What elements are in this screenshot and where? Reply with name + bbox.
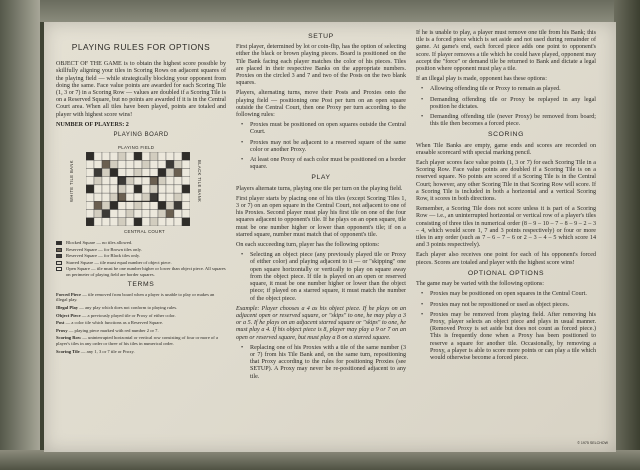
term-name: Illegal Play [56,304,79,310]
scoring-paragraph: Each player scores face value points (1, 3 or 7) for each Scoring Tile in a Scoring Row. Face value points are doubled if a Scoring Tile is on a reserved square. No points are scored if a Scoring Tile is in the Central Court; however, any other Scoring Tile in that Scoring Row will score. If a Scoring Tile is included in both a horizontal and a vertical Scoring Row, it scores in both directions. [416,160,596,203]
legend-swatch [56,248,62,252]
board-cell [182,193,190,201]
term-name: Proxy [56,327,68,333]
board-cell [110,210,118,218]
legend-row [56,266,226,277]
board-cell [174,168,182,176]
board-cell [134,160,142,168]
board-cell [182,210,190,218]
board-cell [110,160,118,168]
board-grid [86,152,190,226]
board-cell [94,160,102,168]
term-definition: — any play which does not conform to playing rules. [78,304,178,310]
term-name: Object Piece [56,312,81,318]
board-cell [158,218,166,226]
board-cell [142,210,150,218]
board-cell [166,152,174,160]
board-cell [182,185,190,193]
term-entry [56,349,226,355]
board-cell [94,210,102,218]
optional-bullet: • Proxies may be removed from playing field. After removing his Proxy, player selects an object piece and plays in usual manner. (Removed Proxy is set aside but does not count as forced piece.) This is frequently done when a Proxy has been positioned to reserve a square for another tile. Occasionally, by removing a Proxy, a player is able to score more points or can play a tile which would otherwise become a forced piece. [420,312,596,362]
board-cell [150,201,158,209]
optional-bullet: • Proxies may not be repositioned or used as object pieces. [420,302,596,309]
board-cell [150,193,158,201]
board-cell [126,160,134,168]
column-1 [56,30,226,356]
legend-row [56,240,226,246]
term-definition: — uninterrupted horizontal or vertical row consisting of four or more of a player's tiles in any order or three of his tiles in numerical order. [56,335,219,346]
board-cell [166,210,174,218]
legend-label: Blocked Square — no tiles allowed. [66,240,133,246]
illegal-bullet: • Demanding offending tile (never Proxy) be removed from board; this tile then becomes a forced piece. [420,114,596,128]
board-cell [142,177,150,185]
optional-title: OPTIONAL OPTIONS [467,269,545,277]
board-cell [158,201,166,209]
play-bullet: • Selecting an object piece (any previously played tile or Proxy of either color) and playing adjacent to it — or "skipping" one open square horizontally or vertically to play on square away from the object piece. If tile is played on an open or reserved square, it must be one number higher or lower than the object piece; if played on a starred square, it must match the number of the object piece. [240,252,406,302]
board-cell [166,177,174,185]
frame-right [614,0,640,470]
board-cell [86,168,94,176]
board-cell [174,210,182,218]
board-cell [174,193,182,201]
board-cell [94,201,102,209]
setup-paragraph: First player, determined by lot or coin-flip, has the option of selecting either the black or brown playing pieces. Board is positioned on the Tile Bank facing each player matches the color of his pieces. Tiles are placed in their respective Banks on the appropriate numbers. Proxies on the circled 3 and 7 and two of the Posts on the two blank squares. [236,44,406,87]
board-cell [134,201,142,209]
board-cell [110,185,118,193]
board-cell [182,201,190,209]
board-cell [166,193,174,201]
play-paragraph: Players alternate turns, playing one tile per turn on the playing field. [236,185,403,192]
frame-left [0,0,40,470]
board-cell [94,218,102,226]
play-bullet: • Replacing one of his Proxies with a tile of the same number (3 or 7) from his Tile Bank and, on the same turn, repositioning that Proxy according to the rules for positioning Proxies (see SETUP). A Proxy may never be re-positioned adjacent to any tile. [240,345,406,381]
board-cell [134,218,142,226]
play-paragraph: First player starts by placing one of his tiles (except Scoring Tiles 1, 3 or 7) on an open square in the Central Court, not adjacent to one of his Proxies. Second player must play his first tile on one of the four squares adjacent to opponent's tile. If he plays on an open square, tile must be one number higher or lower than opponent's tile; if on a starred square, number must match that of opponent's tile. [236,195,406,238]
board-title: PLAYING BOARD [113,132,169,139]
board-cell [150,218,158,226]
play-title: PLAY [311,174,331,182]
example-paragraph: Example: Player chooses a 4 as his object piece. If he plays on an adjacent open or reserved square, or "skips" to one, he may play a 3 or a 5. If he plays on an adjacent starred square or "skips" to one, he must play a 4. If his object piece is 8, player may play a 9 or 7 on an open or reserved square, but must play a 8 on a starred square. [236,305,406,341]
board-cell [174,160,182,168]
forced-paragraph: If he is unable to play, a player must remove one tile from his Bank; this tile is a forced piece which is set aside and not used during remainder of game. At game's end, each forced piece adds one point to opponent's score. If player removes a tile which he could have played, opponent may accept the "force" or demand tile be returned to Bank and dictate a legal position where opponent must play a tile. [416,30,596,73]
term-definition: — a previously played tile or Proxy of either color. [80,312,176,318]
legend-label: Reserved Square — for Black tiles only. [66,253,141,259]
scoring-title: SCORING [488,131,524,139]
setup-bullet: • Proxies may not be adjacent to a reserved square of the same color or another Proxy. [240,140,406,154]
board-cell [126,193,134,201]
board-cell [158,152,166,160]
board-cell [166,218,174,226]
players-line: NUMBER OF PLAYERS: 2 [56,121,129,128]
page-title: PLAYING RULES FOR OPTIONS [71,42,211,52]
board-cell [86,160,94,168]
board-cell [126,218,134,226]
board-cell [166,185,174,193]
play-paragraph: On each succeeding turn, player has the following options: [236,242,380,249]
legend-row [56,253,226,259]
board-cell [94,193,102,201]
terms-title: TERMS [127,280,155,288]
board-cell [142,218,150,226]
illegal-paragraph: If an illegal play is made, opponent has these options: [416,76,547,83]
board-cell [126,201,134,209]
term-definition: — a color tile which functions as a Reserved Square. [64,320,164,326]
board-cell [166,160,174,168]
board-cell [134,210,142,218]
legend-swatch [56,261,62,265]
board-cell [150,152,158,160]
frame-bottom [0,450,640,470]
board-cell [86,177,94,185]
board-cell [118,201,126,209]
board-cell [118,152,126,160]
board-cell [174,218,182,226]
optional-intro: The game may be varied with the following options: [416,281,544,288]
copyright: © 1975 SELCHOW [577,441,608,445]
board-cell [102,177,110,185]
board-cell [102,218,110,226]
board-cell [102,201,110,209]
board-cell [134,168,142,176]
board-cell [182,218,190,226]
object-paragraph: OBJECT OF THE GAME is to obtain the highest score possible by skillfully aligning your tiles in Scoring Rows on adjacent squares of the playing field — while strategically blocking your opponent from doing the same. Face value points are awarded for each Scoring Tile (1, 3 or 7) in a Scoring Row — values are doubled if a Scoring Tile is on a Reserved Square, but no points are awarded if it is in the Central Court area. When all tiles have been played, points are totaled and player with highest score wins! [56,61,226,118]
term-name: Forced Piece [56,291,82,297]
board-cell [94,185,102,193]
legend-label: Reserved Square — for Brown tiles only. [66,246,142,252]
board-cell [118,168,126,176]
board-cell [86,210,94,218]
board-cell [118,193,126,201]
board-cell [158,177,166,185]
legend-label: Starred Square — tile must equal number of object piece. [66,259,172,265]
board-cell [134,193,142,201]
term-name: Scoring Tile [56,348,80,354]
white-tile-bank-label: WHITE TILE BANK [69,160,74,203]
board-cell [118,177,126,185]
legend-swatch [56,254,62,258]
term-definition: — playing piece marked with red number 2 or 7. [67,327,159,333]
board-cell [142,160,150,168]
board-cell [150,185,158,193]
board-cell [110,201,118,209]
term-definition: — tile removed from board when a player is unable to play or makes an illegal play. [56,291,215,303]
board-cell [110,177,118,185]
board-cell [158,210,166,218]
legend-swatch [56,241,62,245]
board-cell [174,152,182,160]
legend-row [56,260,226,266]
board-cell [166,201,174,209]
setup-bullet: • At least one Proxy of each color must be positioned on a border square. [240,157,406,171]
central-court-label: CENTRAL COURT [124,229,165,235]
legend-row [56,247,226,253]
playing-board-figure [56,132,226,236]
board-cell [142,185,150,193]
board-cell [150,160,158,168]
board-cell [182,160,190,168]
board-cell [166,168,174,176]
scoring-paragraph: Remember, a Scoring Tile does not score unless it is part of a Scoring Row — i.e., an uninterrupted horizontal or vertical row of a player's tiles consisting of three tiles in numerical order (8 – 9 – 10 – 7 – 8 – 9 – 2 – 3 – 4, which would score 1, 7 and 3 points respectively) or four or more tiles in any order (such as 7 – 6 – 7 – 6 or 2 – 3 – 4 – 5 which score 14 and 3 points respectively). [416,206,596,249]
setup-paragraph: Players, alternating turns, move their Posts and Proxies onto the playing field — positioning one Post per turn on an open square outside the Central Court, then one Proxy per turn according to the following rules: [236,90,406,119]
board-cell [142,168,150,176]
rules-sheet [44,22,616,452]
board-cell [174,185,182,193]
board-cell [118,210,126,218]
board-cell [86,152,94,160]
legend-label: Open Square — tile must be one number higher or lower than object piece. All squares on perimeter of playing field are border squares. [66,266,226,277]
board-cell [86,185,94,193]
board-cell [126,210,134,218]
board-cell [110,218,118,226]
term-entry [56,335,226,346]
setup-bullet: • Proxies must be positioned on open squares outside the Central Court. [240,122,406,136]
board-cell [182,177,190,185]
board-cell [174,201,182,209]
board-cell [150,177,158,185]
board-cell [102,160,110,168]
board-cell [142,152,150,160]
term-entry [56,320,226,326]
board-cell [150,168,158,176]
terms-list [56,292,226,354]
board-cell [110,152,118,160]
scoring-paragraph: When Tile Banks are empty, game ends and scores are recorded on erasable scorecard with special marking pencil. [416,142,596,156]
board-cell [86,193,94,201]
board-cell [86,218,94,226]
board-cell [158,185,166,193]
board-cell [158,168,166,176]
board-cell [134,185,142,193]
board-cell [126,152,134,160]
board-cells [86,152,190,226]
board-cell [118,218,126,226]
term-entry [56,313,226,319]
column-3 [416,30,596,365]
board-cell [142,193,150,201]
board-cell [118,185,126,193]
column-2 [236,30,406,384]
board-cell [134,177,142,185]
term-definition: — any 1, 3 or 7 tile or Proxy. [79,348,135,354]
term-entry [56,292,226,303]
setup-title: SETUP [308,33,334,40]
board-cell [94,168,102,176]
illegal-bullet: • Demanding offending tile or Proxy be replayed in any legal position he dictates. [420,97,596,111]
playing-field-label: PLAYING FIELD [118,145,155,151]
board-cell [110,168,118,176]
board-cell [86,201,94,209]
board-cell [134,152,142,160]
board-cell [102,185,110,193]
board-cell [102,210,110,218]
board-cell [110,193,118,201]
scoring-paragraph: Each player also receives one point for each of his opponent's forced pieces. Scores are totaled and player with the highest score wins! [416,252,596,266]
board-legend [56,240,226,278]
board-cell [182,168,190,176]
term-name: Post [56,320,65,326]
board-cell [102,193,110,201]
board-cell [126,177,134,185]
term-entry [56,305,226,311]
board-cell [142,201,150,209]
board-cell [158,160,166,168]
board-cell [174,177,182,185]
board-cell [126,185,134,193]
board-cell [182,152,190,160]
board-cell [158,193,166,201]
board-cell [150,210,158,218]
legend-swatch [56,267,62,271]
board-cell [126,168,134,176]
board-cell [94,152,102,160]
board-cell [102,152,110,160]
illegal-bullet: • Allowing offending tile or Proxy to remain as played. [420,86,596,93]
black-tile-bank-label: BLACK TILE BANK [197,160,203,203]
board-cell [118,160,126,168]
optional-bullet: • Proxies may be positioned on open squares in the Central Court. [420,291,596,298]
frame-top [0,0,640,22]
board-cell [94,177,102,185]
term-name: Scoring Row [56,335,82,341]
board-cell [102,168,110,176]
term-entry [56,328,226,334]
